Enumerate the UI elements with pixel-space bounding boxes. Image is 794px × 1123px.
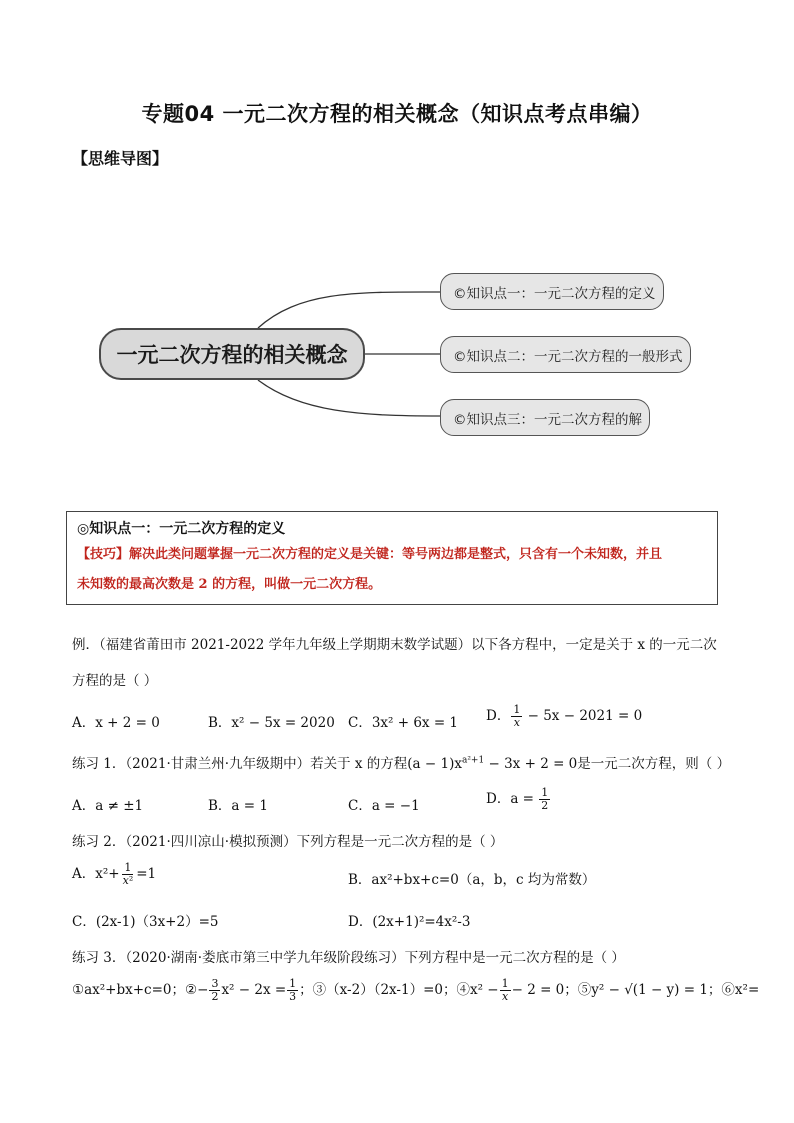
- example-option-b: B．x² − 5x = 2020: [208, 715, 335, 731]
- knowledge-point-box: [66, 511, 718, 605]
- exercise-3-items-b: x² − 2x =: [221, 982, 287, 998]
- exercise-1-option-d: [486, 787, 551, 812]
- exercise-1-stem-a: 练习 1．（2021·甘肃兰州·九年级期中）若关于 x 的方程: [72, 756, 408, 772]
- example-option-d-label: D．: [486, 708, 511, 724]
- exercise-3-items-d: − 2 = 0；⑤y² − √(1 − y) = 1；⑥x²=: [511, 982, 760, 998]
- fraction-1-over-3: $\frac{1}{3}$: [289, 977, 297, 1003]
- tip-line-2: 未知数的最高次数是 2 的方程，叫做一元二次方程。: [77, 577, 382, 592]
- exercise-1-stem: [72, 752, 730, 772]
- example-option-a: A．x + 2 = 0: [72, 715, 160, 731]
- example-stem-2: 方程的是（ ）: [72, 673, 158, 689]
- example-option-c: C．3x² + 6x = 1: [348, 715, 459, 731]
- exercise-2-option-a: [72, 862, 156, 887]
- tip-line-1: 【技巧】解决此类问题掌握一元二次方程的定义是关键：等号两边都是整式，只含有一个未知数，并且: [77, 547, 663, 562]
- exercise-3-items-a: ①ax²+bx+c=0；②−: [72, 982, 209, 998]
- exercise-2-option-a-tail: =1: [136, 866, 157, 882]
- mindmap-node-3: ©知识点三：一元二次方程的解: [440, 399, 650, 436]
- mindmap-node-1: ©知识点一：一元二次方程的定义: [440, 273, 664, 310]
- exercise-2-option-a-label: A．x²+: [72, 866, 120, 882]
- example-stem-1: 例．（福建省莆田市 2021-2022 学年九年级上学期期末数学试题）以下各方程中，一定是关于 x 的一元二次: [72, 637, 717, 653]
- fraction-1-over-2: $\frac{1}{2}$: [541, 786, 549, 812]
- knowledge-point-title: ◎知识点一：一元二次方程的定义: [77, 521, 286, 537]
- fraction-1-over-x: $\frac{1}{x}$: [513, 703, 521, 729]
- fraction-1-over-x-b: $\frac{1}{x}$: [501, 977, 509, 1003]
- mindmap-heading: 【思维导图】: [72, 149, 169, 168]
- mindmap-node-2: ©知识点二：一元二次方程的一般形式: [440, 336, 691, 373]
- exercise-1-eq-base: (a − 1)x: [407, 756, 462, 772]
- exercise-1-equation: [407, 756, 577, 772]
- exercise-2-option-c: C．(2x-1)（3x+2）=5: [72, 914, 219, 930]
- exercise-3-stem: 练习 3．（2020·湖南·娄底市第三中学九年级阶段练习）下列方程中是一元二次方程的是（ ）: [72, 950, 625, 966]
- exercise-1-eq-rest: − 3x + 2 = 0: [484, 756, 578, 772]
- mindmap-center-node: 一元二次方程的相关概念: [99, 328, 365, 380]
- exercise-1-option-c: C．a = −1: [348, 798, 420, 814]
- example-option-d-tail: − 5x − 2021 = 0: [523, 708, 643, 724]
- exercise-1-eq-exponent: a²+1: [461, 755, 485, 766]
- exercise-1-option-a: A．a ≠ ±1: [72, 798, 144, 814]
- fraction-3-over-2: $\frac{3}{2}$: [211, 977, 219, 1003]
- exercise-3-items: [72, 978, 759, 1003]
- exercise-1-option-d-label: D．a =: [486, 791, 539, 807]
- page-title: 专题04 一元二次方程的相关概念（知识点考点串编）: [141, 102, 653, 126]
- exercise-2-stem: 练习 2．（2021·四川凉山·模拟预测）下列方程是一元二次方程的是（ ）: [72, 834, 504, 850]
- example-option-d: [486, 704, 642, 729]
- fraction-1-over-x2: $\frac{1}{\text{x²}}$: [122, 861, 134, 887]
- exercise-1-option-b: B．a = 1: [208, 798, 268, 814]
- exercise-2-option-d: D．(2x+1)²=4x²-3: [348, 914, 471, 930]
- exercise-3-items-c: ；③（x-2）（2x-1）=0；④x² −: [299, 982, 499, 998]
- exercise-2-option-b: B．ax²+bx+c=0（a，b，c 均为常数）: [348, 872, 596, 888]
- exercise-1-stem-b: 是一元二次方程，则（ ）: [577, 756, 731, 772]
